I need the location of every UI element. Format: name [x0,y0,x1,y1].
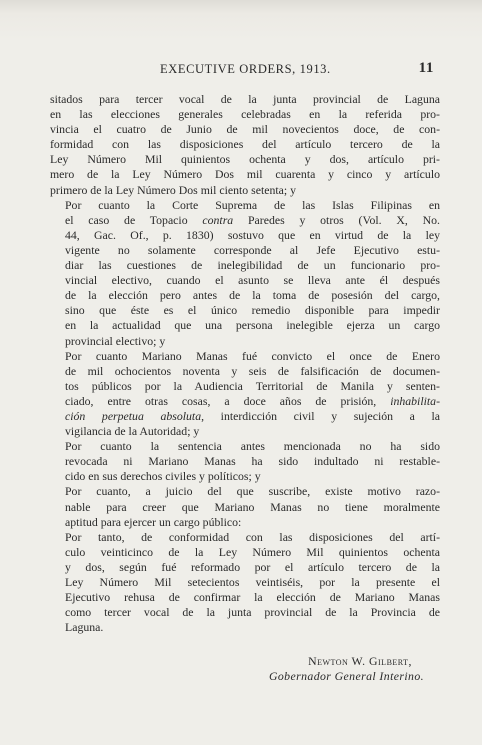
text-line: Ejecutivo rehusa de confirmar la elección de Mariano Manas [65,590,440,605]
text-line: Por tanto, de conformidad con las disposiciones del artí- [65,529,440,544]
text-line: vincia el cuatro de Junio de mil novecientos doce, de con- [50,122,440,137]
text-line: cido en sus derechos civiles y políticos; y [65,469,261,484]
italic-text: inhabilita- [390,393,440,408]
text-line: el caso de Topacio contra Paredes y otros (Vol. X, No. [65,212,440,227]
text-line: formidad con las disposiciones del artículo tercero de la [50,137,440,152]
text-line: culo veinticinco de la Ley Número Mil quinientos ochenta [65,544,440,559]
text-line: aptitud para ejercer un cargo público: [65,514,242,529]
paragraph-1 [50,92,440,198]
text-line: Por cuanto la sentencia antes mencionada no ha sido [65,439,440,454]
signature-block [269,654,424,684]
text-line: ciado, entre otras cosas, a doce años de prisión, inhabilita- [65,393,440,408]
paragraph-2 [50,198,440,349]
text-line: en las elecciones generales celebradas en la referida pro- [50,107,440,122]
text-line: en la actualidad que una persona inelegible ejerza un cargo [65,318,440,333]
text-line: Ley Número Mil setecientos veintiséis, por la presente el [65,575,440,589]
text-line: Ley Número Mil quinientos ochenta y dos, artículo pri- [50,152,440,167]
text-line: diar las cuestiones de inelegibilidad de un funcionario pro- [65,258,440,273]
text-line: Laguna. [65,620,104,635]
paragraph-3 [50,349,440,440]
text-line: ción perpetua absoluta, interdicción civil y sujeción a la [65,408,440,423]
text-line: vigente no solamente corresponde al Jefe Ejecutivo estu- [65,242,440,257]
text-line: primero de la Ley Número Dos mil ciento setenta; y [50,182,297,197]
page-number: 11 [418,60,434,76]
text-line: sitados para tercer vocal de la junta provincial de Laguna [50,92,440,106]
text-line: de la elección pero antes de la toma de posesión del cargo, [65,288,440,303]
text-line: tos públicos por la Audiencia Territorial de Manila y senten- [65,378,440,393]
text-line: vincial electivo, cuando el asunto se lleva ante él después [65,273,440,288]
text-line: revocada ni Mariano Manas ha sido indultado ni restable- [65,454,440,469]
text-line: mero de la Ley Número Dos mil cuarenta y cinco y artículo [50,167,440,182]
signatory-title: Gobernador General Interino. [268,669,424,683]
text-line: Por cuanto la Corte Suprema de las Islas Filipinas en [65,197,440,212]
body-text [50,92,440,635]
italic-text: contra [202,212,234,227]
text-line: 44, Gac. Of., p. 1830) sostuvo que en virtud de la ley [65,227,440,242]
text-line: como tercer vocal de la junta provincial de la Provincia de [65,605,440,620]
header-title: EXECUTIVE ORDERS, 1913. [160,62,331,76]
text-line: de mil ochocientos noventa y seis de falsificación de documen- [65,363,440,378]
signatory-name: Newton W. Gilbert, [308,654,412,668]
italic-text: ción perpetua absoluta [65,408,202,423]
text-line: y dos, según fué reformado por el artículo tercero de la [65,559,440,574]
text-line: sino que éste es el único remedio disponible para impedir [65,303,440,318]
text-line: vigilancia de la Autoridad; y [65,424,200,439]
paragraph-4 [50,439,440,484]
text-line: provincial electivo; y [65,333,166,348]
text-line: Por cuanto Mariano Manas fué convicto el once de Enero [65,348,440,363]
paragraph-5 [50,484,440,529]
running-header [50,60,436,80]
text-line: Por cuanto, a juicio del que suscribe, existe motivo razo- [65,484,440,499]
text-line: nable para creer que Mariano Manas no tiene moralmente [65,499,440,514]
paragraph-6 [50,530,440,636]
